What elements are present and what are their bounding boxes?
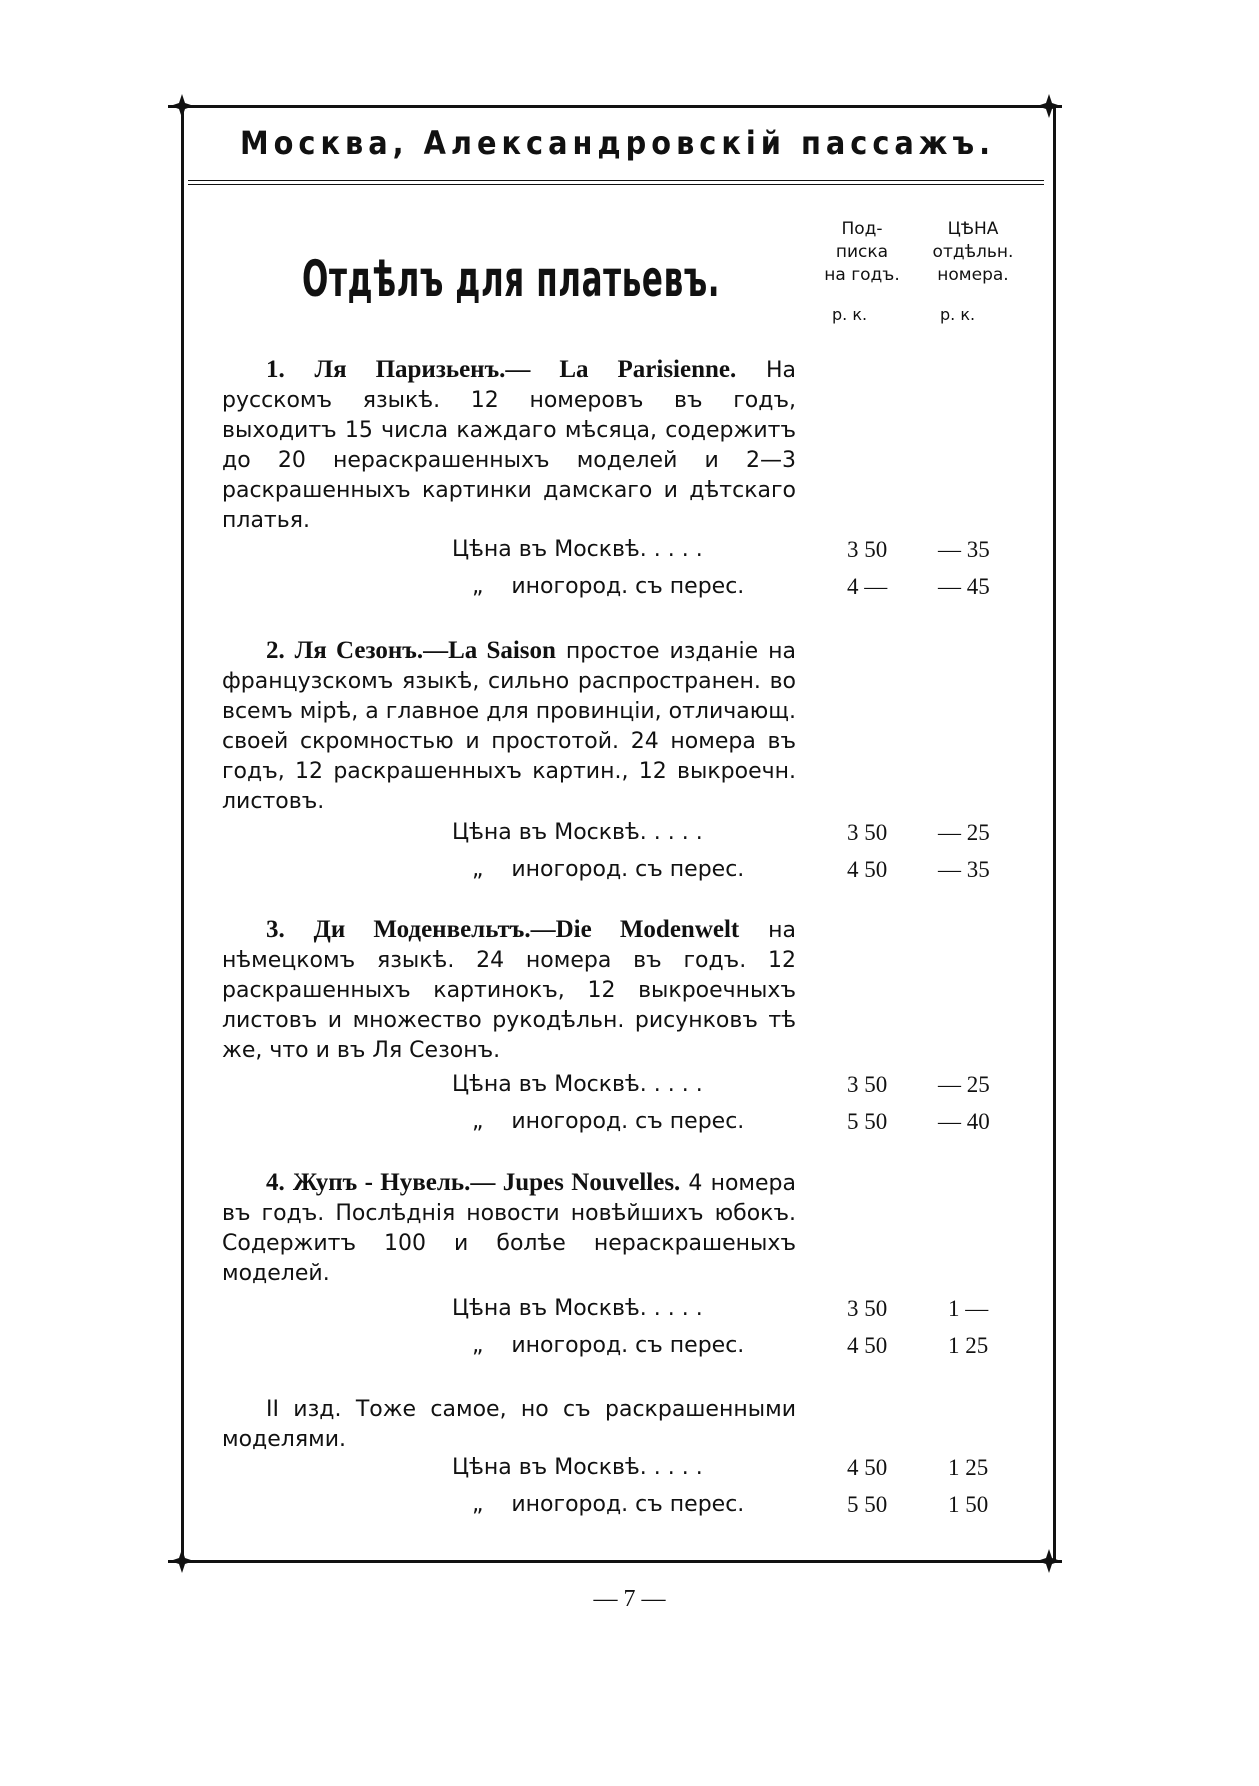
price-single: — 40 [938,1109,990,1134]
entry-2 [222,636,796,817]
price-single: — 35 [938,537,990,562]
price-subscription: 4 50 [847,1333,888,1358]
page-number: — 7 — [593,1586,666,1612]
header-rule-double [188,184,1044,185]
second-edition-text: II изд. Тоже самое, но съ раскрашенными моделями. [222,1397,796,1452]
ornament-icon [170,1549,194,1573]
section-title: Отдѣлъ для платьевъ. [302,250,721,308]
price-single: — 25 [938,820,990,845]
ornament-icon [170,94,194,118]
price-subscription: 3 50 [847,1072,888,1097]
entry-4 [222,1168,796,1289]
units-single: р. к. [940,305,976,324]
ornament-icon [1037,1549,1061,1573]
entry-text: 4 номера въ годъ. Послѣднія новости новѣйшихъ юбокъ. Содержитъ 100 и болѣе нераскрашеныхъ моделей. [222,1171,796,1286]
entry-1 [222,355,796,536]
price-label-moscow: Цѣна въ Москвѣ. . . . . [452,1072,703,1097]
entry-text: простое изданіе на французскомъ языкѣ, сильно распространен. во всемъ мірѣ, а главное для провинціи, отличающ. своей скромностью и простотой. 24 номера въ годъ, 12 раскрашенныхъ картин., 12 выкроечн. листовъ. [222,639,796,814]
price-subscription: 5 50 [847,1492,888,1517]
price-label-other: „ иногород. съ перес. [472,1333,745,1358]
header-rule [188,180,1044,181]
price-subscription: 4 50 [847,857,888,882]
price-single: — 35 [938,857,990,882]
price-label-other: „ иногород. съ перес. [472,857,745,882]
price-single: — 25 [938,1072,990,1097]
price-subscription: 3 50 [847,1296,888,1321]
entry-3 [222,915,796,1066]
entry-text: на нѣмецкомъ языкѣ. 24 номера въ годъ. 12 раскрашенныхъ картинокъ, 12 выкроечныхъ листовъ и множество рукодѣльн. рисунковъ тѣ же, что и въ Ля Сезонъ. [222,918,797,1063]
price-subscription: 4 50 [847,1455,888,1480]
entry-title: Ля Сезонъ.—La Saison [294,637,556,664]
price-single: 1 50 [948,1492,989,1517]
price-subscription: 4 — [847,574,888,599]
price-label-other: „ иногород. съ перес. [472,1492,745,1517]
entry-number: 4. [266,1169,285,1196]
price-subscription: 5 50 [847,1109,888,1134]
ornament-icon [1037,94,1061,118]
price-single: 1 25 [948,1333,989,1358]
column-header-single: ЦѢНА отдѣльн. номера. [932,219,1014,285]
price-label-moscow: Цѣна въ Москвѣ. . . . . [452,537,703,562]
price-single: — 45 [938,574,990,599]
top-rule [168,105,1062,108]
entry-number: 3. [266,916,285,943]
entry-number: 1. [266,356,285,383]
price-label-moscow: Цѣна въ Москвѣ. . . . . [452,1296,703,1321]
price-single: 1 — [948,1296,989,1321]
price-label-other: „ иногород. съ перес. [472,1109,745,1134]
bottom-rule [168,1560,1062,1563]
price-subscription: 3 50 [847,537,888,562]
units-subscription: р. к. [832,305,868,324]
price-label-other: „ иногород. съ перес. [472,574,745,599]
entry-title: Ля Паризьенъ.— La Parisienne. [314,356,737,383]
price-subscription: 3 50 [847,820,888,845]
entry-text: На русскомъ языкѣ. 12 номеровъ въ годъ, выходитъ 15 числа каждаго мѣсяца, содержитъ до 20 нераскрашенныхъ моделей и 2—3 раскрашенныхъ картинки дамскаго и дѣтскаго платья. [222,358,796,533]
entry-title: Жупъ - Нувель.— Jupes Nouvelles. [292,1169,681,1196]
price-label-moscow: Цѣна въ Москвѣ. . . . . [452,1455,703,1480]
entry-title: Ди Моденвельтъ.—Die Modenwelt [313,916,740,943]
entry-number: 2. [266,637,285,664]
header-title: Москва, Александровскій пассажъ. [239,124,996,162]
price-single: 1 25 [948,1455,989,1480]
column-header-subscription: Под- писка на годъ. [824,219,900,285]
price-label-moscow: Цѣна въ Москвѣ. . . . . [452,820,703,845]
